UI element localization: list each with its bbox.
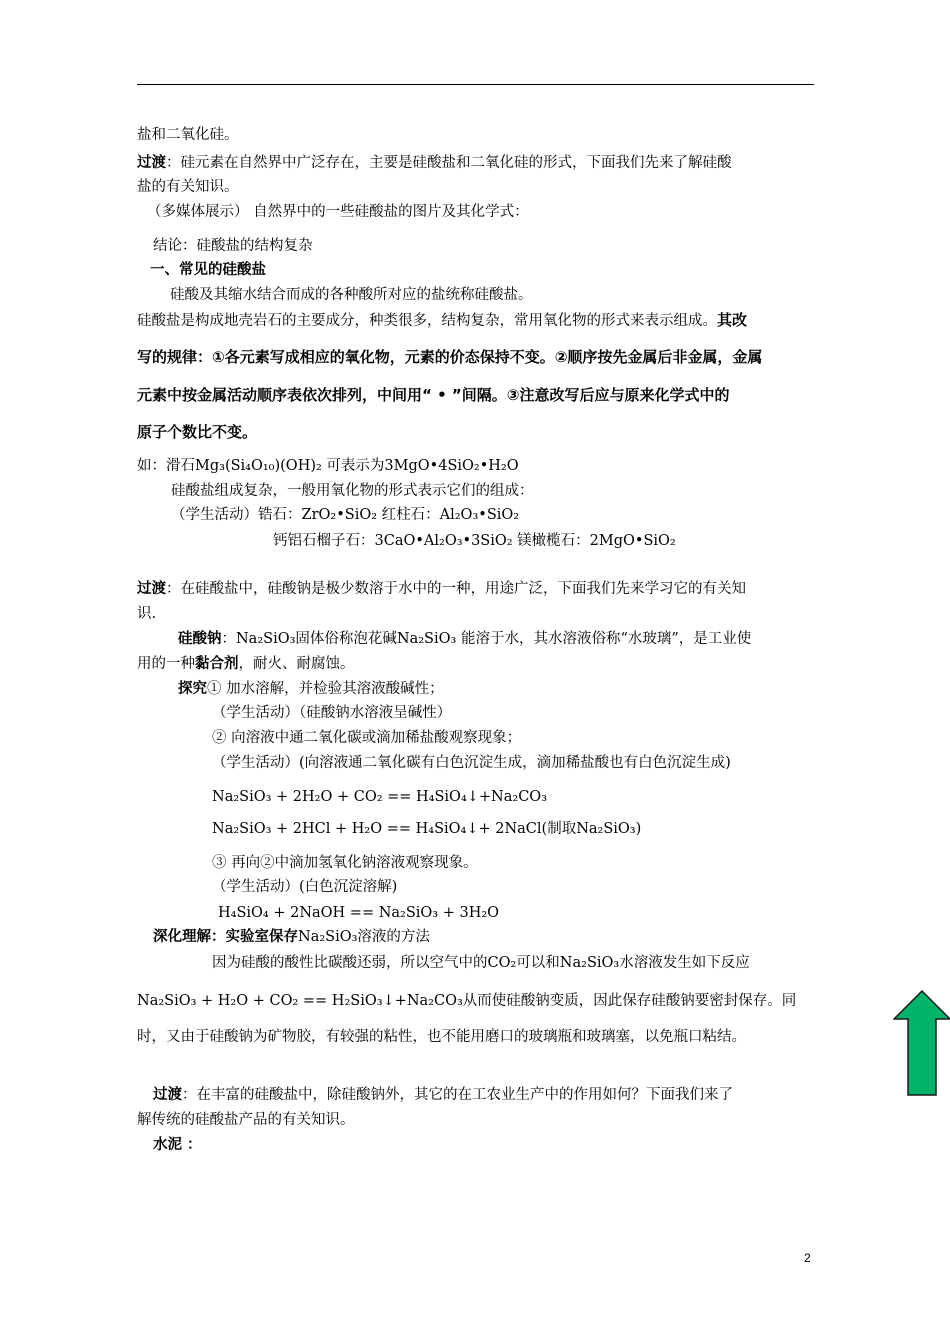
formula-line: 钙铝石榴子石：3CaO•Al₂O₃•3SiO₂ 镁橄榄石：2MgO•SiO₂ bbox=[273, 533, 676, 549]
text-line: （多媒体展示） 自然界中的一些硅酸盐的图片及其化学式： bbox=[147, 204, 529, 220]
text-line: 用的一种黏合剂，耐火、耐腐蚀。 bbox=[137, 656, 355, 672]
text-line: ③ 再向②中滴加氢氧化钠溶液观察现象。 bbox=[212, 855, 478, 871]
rule-text: 写的规律：①各元素写成相应的氧化物，元素的价态保持不变。②顺序按先金属后非金属，金属 bbox=[137, 348, 763, 366]
equation: Na₂SiO₃ + 2HCl + H₂O == H₄SiO₄↓+ 2NaCl(制取Na₂SiO₃) bbox=[212, 821, 642, 837]
section-heading: 水泥 ： bbox=[153, 1137, 202, 1153]
text-line: 盐的有关知识。 bbox=[137, 179, 239, 195]
text-line: （学生活动）(白色沉淀溶解) bbox=[212, 879, 398, 895]
section-heading: 一、常见的硅酸盐 bbox=[150, 262, 266, 278]
text-line: 过渡：硅元素在自然界中广泛存在，主要是硅酸盐和二氧化硅的形式，下面我们先来了解硅酸 bbox=[137, 155, 732, 171]
text-line: 结论：硅酸盐的结构复杂 bbox=[153, 238, 313, 254]
text-line: 硅酸盐是构成地壳岩石的主要成分，种类很多，结构复杂，常用氧化物的形式来表示组成。其改 bbox=[137, 311, 748, 329]
text-line: （学生活动）（硅酸钠水溶液呈碱性） bbox=[212, 705, 452, 721]
text-line: 因为硅酸的酸性比碳酸还弱，所以空气中的CO₂可以和Na₂SiO₃水溶液发生如下反应 bbox=[212, 955, 750, 971]
text-line: 盐和二氧化硅。 bbox=[137, 127, 239, 143]
label-transition: 过渡 bbox=[137, 155, 166, 171]
equation: H₄SiO₄ + 2NaOH == Na₂SiO₃ + 3H₂O bbox=[218, 905, 500, 921]
label-transition: 过渡 bbox=[137, 581, 166, 597]
rule-text: 原子个数比不变。 bbox=[137, 423, 258, 441]
text-line: 过渡：在硅酸盐中，硅酸钠是极少数溶于水中的一种，用途广泛，下面我们先来学习它的有关知 bbox=[137, 581, 746, 597]
header-rule bbox=[137, 84, 814, 85]
text-line: 深化理解：实验室保存Na₂SiO₃溶液的方法 bbox=[153, 929, 430, 945]
up-arrow-icon[interactable] bbox=[893, 990, 950, 1096]
formula-line: （学生活动）锆石：ZrO₂•SiO₂ 红柱石：Al₂O₃•SiO₂ bbox=[171, 507, 520, 523]
text-line: 识. bbox=[137, 606, 157, 622]
formula-line: 如：滑石Mg₃(Si₄O₁₀)(OH)₂ 可表示为3MgO•4SiO₂•H₂O bbox=[137, 458, 519, 474]
text-line: （学生活动）(向溶液通二氧化碳有白色沉淀生成，滴加稀盐酸也有白色沉淀生成) bbox=[212, 755, 731, 771]
page-number: 2 bbox=[804, 1251, 811, 1265]
rule-text: 元素中按金属活动顺序表依次排列，中间用“ • ”间隔。③注意改写后应与原来化学式中的 bbox=[137, 386, 730, 404]
text-line: 时，又由于硅酸钠为矿物胶，有较强的粘性，也不能用磨口的玻璃瓶和玻璃塞，以免瓶口粘结。 bbox=[137, 1029, 746, 1045]
text-line: 硅酸钠：Na₂SiO₃固体俗称泡花碱Na₂SiO₃ 能溶于水，其水溶液俗称“水玻璃”，是工业使 bbox=[178, 631, 752, 647]
text-line: 探究① 加水溶解，并检验其溶液酸碱性； bbox=[178, 681, 444, 697]
equation: Na₂SiO₃ + 2H₂O + CO₂ == H₄SiO₄↓+Na₂CO₃ bbox=[212, 789, 548, 805]
text-line: Na₂SiO₃ + H₂O + CO₂ == H₂SiO₃↓+Na₂CO₃从而使硅酸钠变质，因此保存硅酸钠要密封保存。同 bbox=[137, 993, 797, 1009]
text-line: 硅酸及其缩水结合而成的各种酸所对应的盐统称硅酸盐。 bbox=[170, 287, 533, 303]
text-line: 过渡：在丰富的硅酸盐中，除硅酸钠外，其它的在工农业生产中的作用如何？下面我们来了 bbox=[153, 1087, 733, 1103]
text-line: ② 向溶液中通二氧化碳或滴加稀盐酸观察现象； bbox=[212, 730, 522, 746]
text-line: 硅酸盐组成复杂，一般用氧化物的形式表示它们的组成： bbox=[171, 483, 534, 499]
text-line: 解传统的硅酸盐产品的有关知识。 bbox=[137, 1112, 355, 1128]
